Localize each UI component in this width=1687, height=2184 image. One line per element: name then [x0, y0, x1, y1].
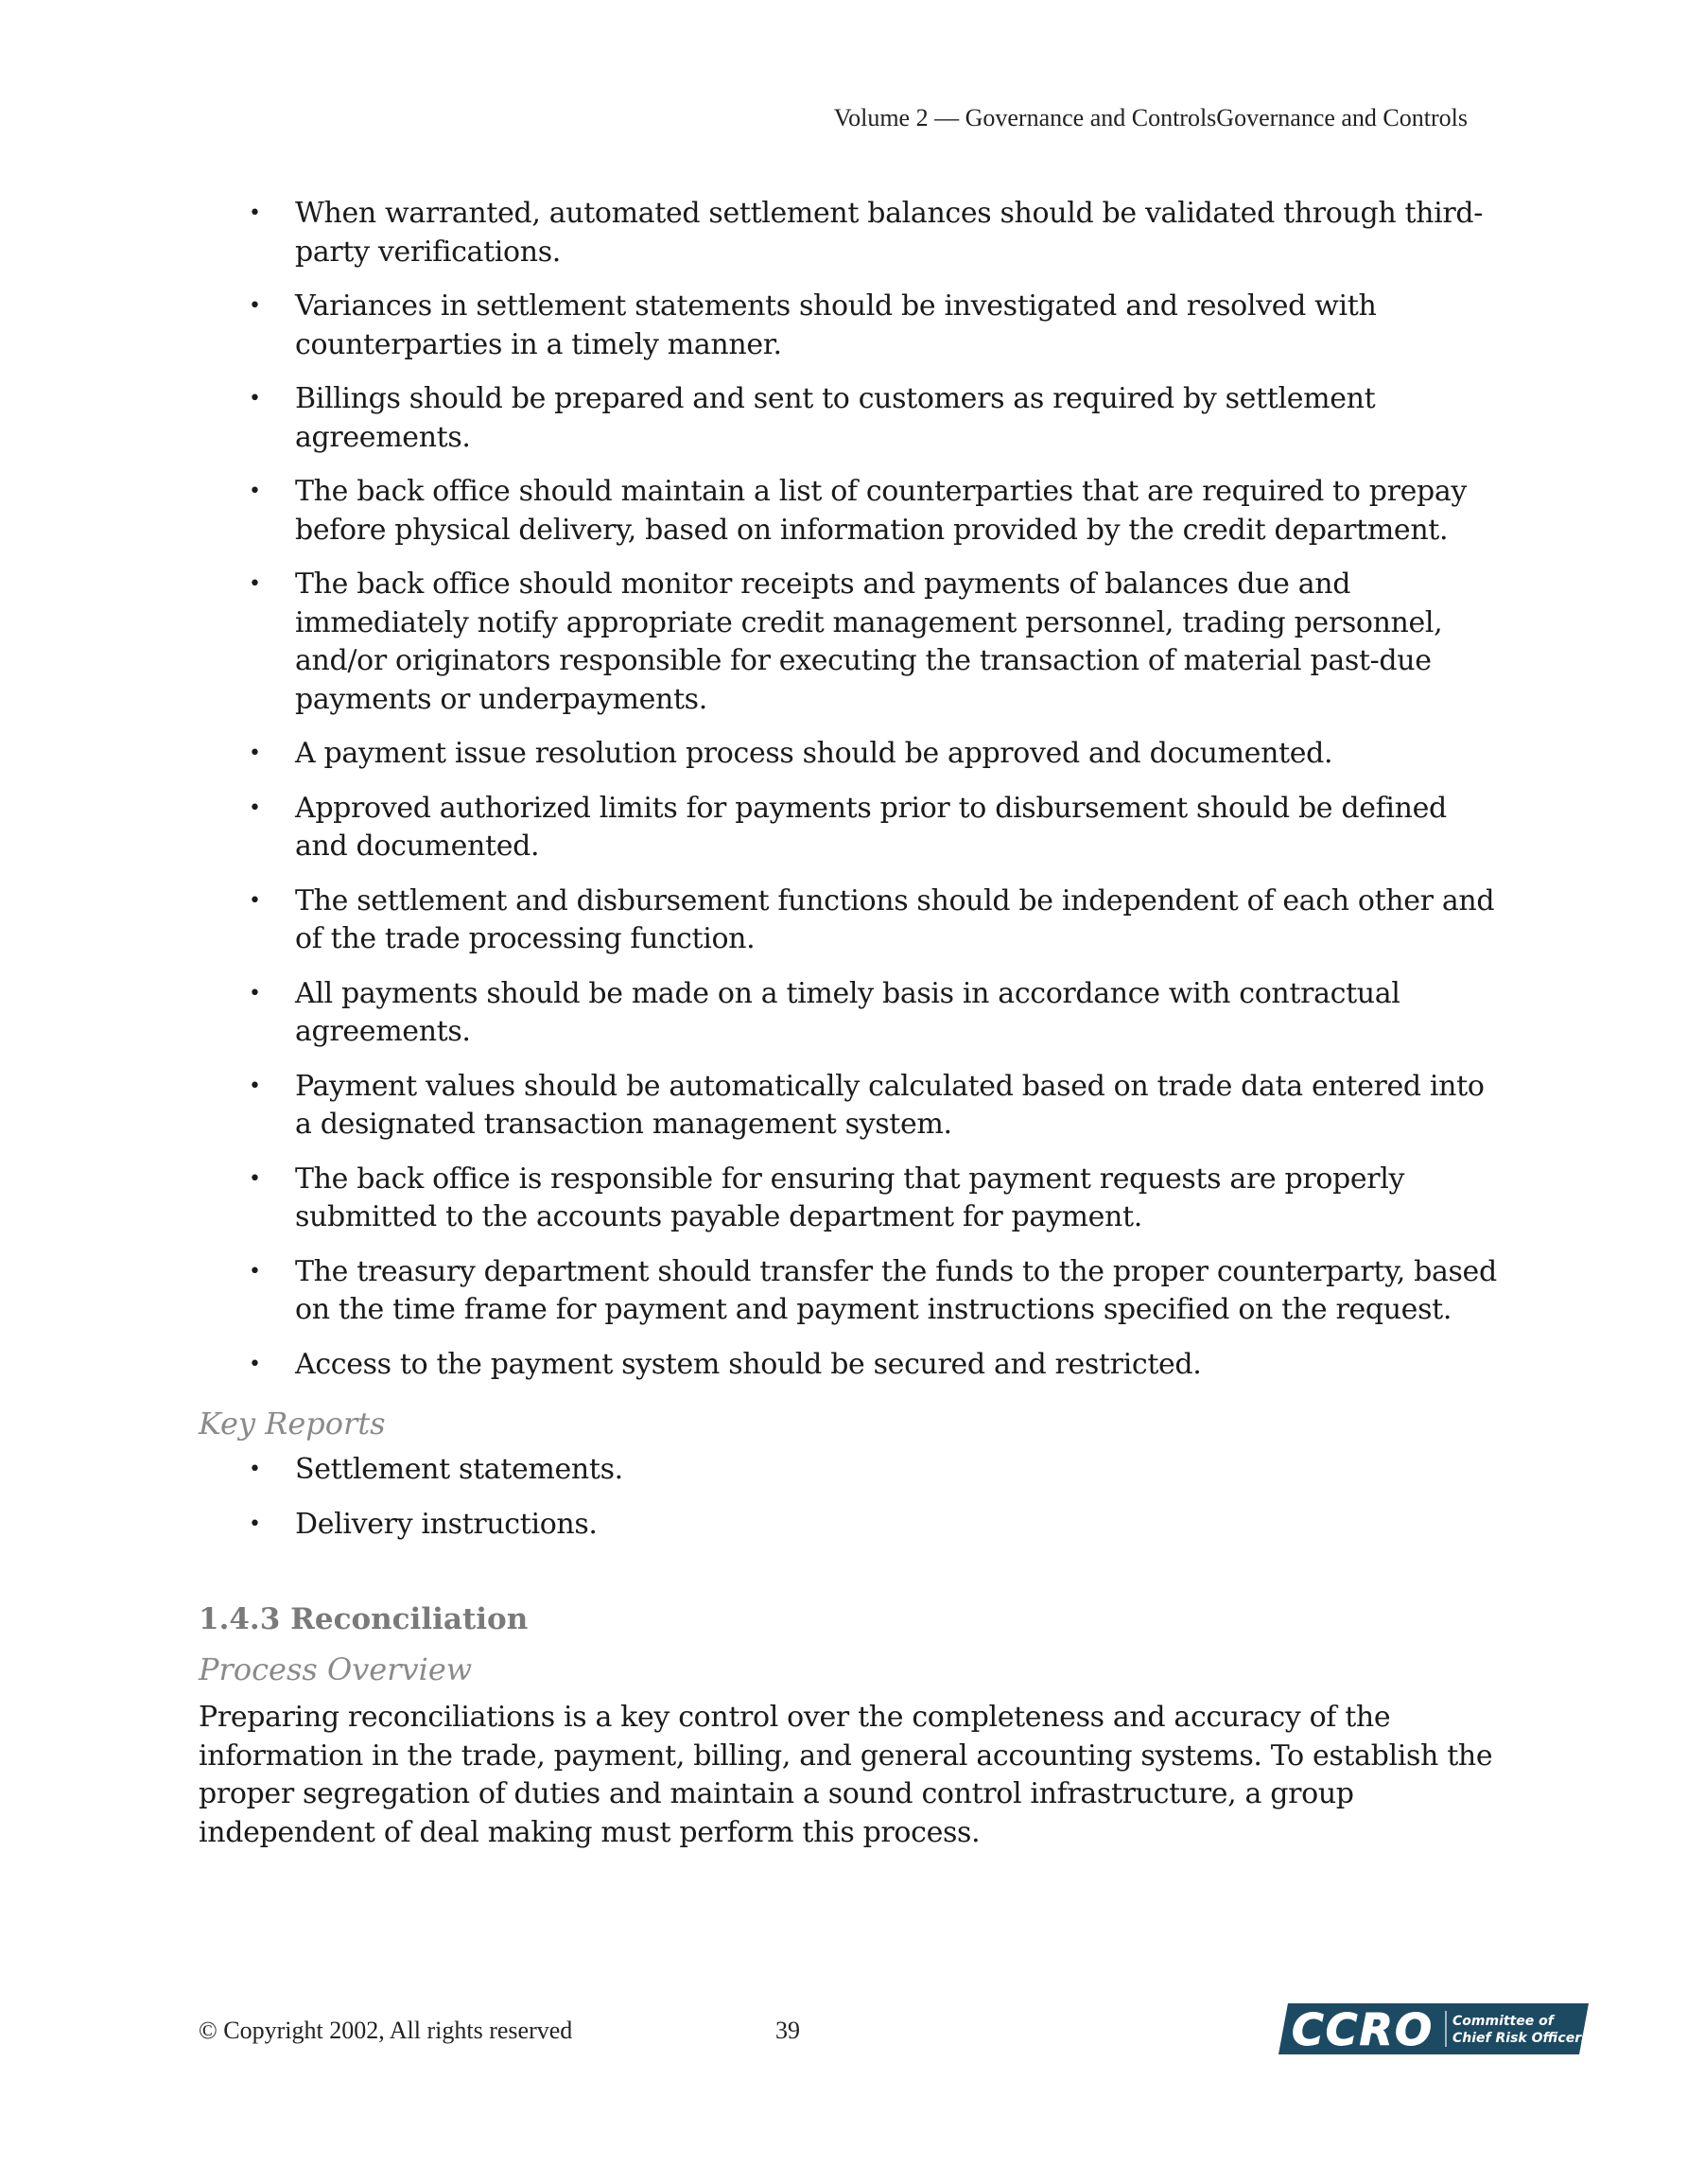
list-item [199, 1253, 1499, 1330]
list-item-text: The treasury department should transfer the funds to the proper counterparty, based on the time frame for payment and payment instructions specified on the request. [295, 1254, 1497, 1326]
bullet-icon: • [249, 294, 261, 318]
list-item-text: The back office is responsible for ensuring that payment requests are properly submitted to the accounts payable department for payment. [295, 1162, 1405, 1233]
list-item [199, 566, 1499, 719]
list-item [199, 975, 1499, 1052]
list-item [199, 380, 1499, 457]
list-item-text: When warranted, automated settlement balances should be validated through third-party verifications. [295, 197, 1484, 269]
list-item [199, 735, 1499, 774]
bullet-icon: • [249, 480, 261, 503]
logo-tagline-line2: Chief Risk Officers [1452, 2031, 1589, 2046]
list-item-text: The settlement and disbursement functions should be independent of each other and of the trade processing function. [295, 883, 1495, 955]
list-item-text: Approved authorized limits for payments prior to disbursement should be defined and documented. [295, 791, 1447, 863]
bullet-icon: • [249, 795, 261, 820]
list-item-text: The back office should maintain a list of counterparties that are required to prepay before physical delivery, based on information provided by the credit department. [295, 475, 1467, 547]
page-number: 39 [775, 2017, 800, 2044]
settlement-controls-list [199, 195, 1499, 1400]
bullet-icon: • [249, 1458, 261, 1481]
list-item [199, 1068, 1499, 1144]
bullet-icon: • [249, 387, 261, 411]
list-item [199, 1346, 1499, 1385]
bullet-icon: • [249, 1074, 261, 1098]
list-item [199, 195, 1499, 271]
list-item [199, 790, 1499, 866]
list-item-text: Billings should be prepared and sent to customers as required by settlement agreements. [295, 382, 1376, 454]
list-item-text: Payment values should be automatically calculated based on trade data entered into a designated transaction management system. [295, 1069, 1485, 1141]
list-item [199, 473, 1499, 550]
bullet-icon: • [249, 1259, 261, 1284]
list-item-text: Settlement statements. [295, 1453, 623, 1486]
running-header: Volume 2 — Governance and ControlsGovernance and Controls [833, 104, 1468, 131]
list-item-text: The back office should monitor receipts and payments of balances due and immediately notify appropriate credit management personnel, trading personnel, and/or originators responsible for executing the transaction of material past-due payments or underpayments. [295, 568, 1443, 716]
list-item [199, 1506, 1499, 1545]
ccro-logo [1278, 2003, 1589, 2054]
key-reports-list [199, 1451, 1499, 1560]
logo-wordmark: CCRO [1292, 2004, 1435, 2054]
logo-tagline-line1: Committee of [1452, 2014, 1554, 2029]
bullet-icon: • [249, 1166, 261, 1191]
bullet-icon: • [249, 1352, 261, 1376]
list-item [199, 1451, 1499, 1490]
list-item-text: A payment issue resolution process should be approved and documented. [295, 737, 1333, 770]
reconciliation-paragraph: Preparing reconciliations is a key control over the completeness and accuracy of the information in the trade, payment, billing, and general accounting systems. To establish the proper segregation of duties and maintain a sound control infrastructure, a group independent of deal making must perform this process. [199, 1701, 1493, 1849]
bullet-icon: • [249, 201, 261, 225]
copyright-notice: © Copyright 2002, All rights reserved [199, 2017, 573, 2044]
process-overview-heading: Process Overview [199, 1651, 473, 1687]
list-item-text: Access to the payment system should be secured and restricted. [295, 1347, 1202, 1381]
bullet-icon: • [249, 888, 261, 913]
list-item [199, 1161, 1499, 1237]
list-item [199, 288, 1499, 364]
list-item [199, 882, 1499, 959]
bullet-icon: • [249, 742, 261, 765]
list-item-text: All payments should be made on a timely basis in accordance with contractual agreements. [295, 976, 1400, 1048]
list-item-text: Delivery instructions. [295, 1507, 598, 1541]
list-item-text: Variances in settlement statements should be investigated and resolved with counterparties in a timely manner. [295, 289, 1377, 361]
section-heading: 1.4.3 Reconciliation [199, 1602, 529, 1636]
bullet-icon: • [249, 572, 261, 596]
key-reports-heading: Key Reports [199, 1406, 386, 1441]
bullet-icon: • [249, 1511, 261, 1536]
bullet-icon: • [249, 981, 261, 1005]
